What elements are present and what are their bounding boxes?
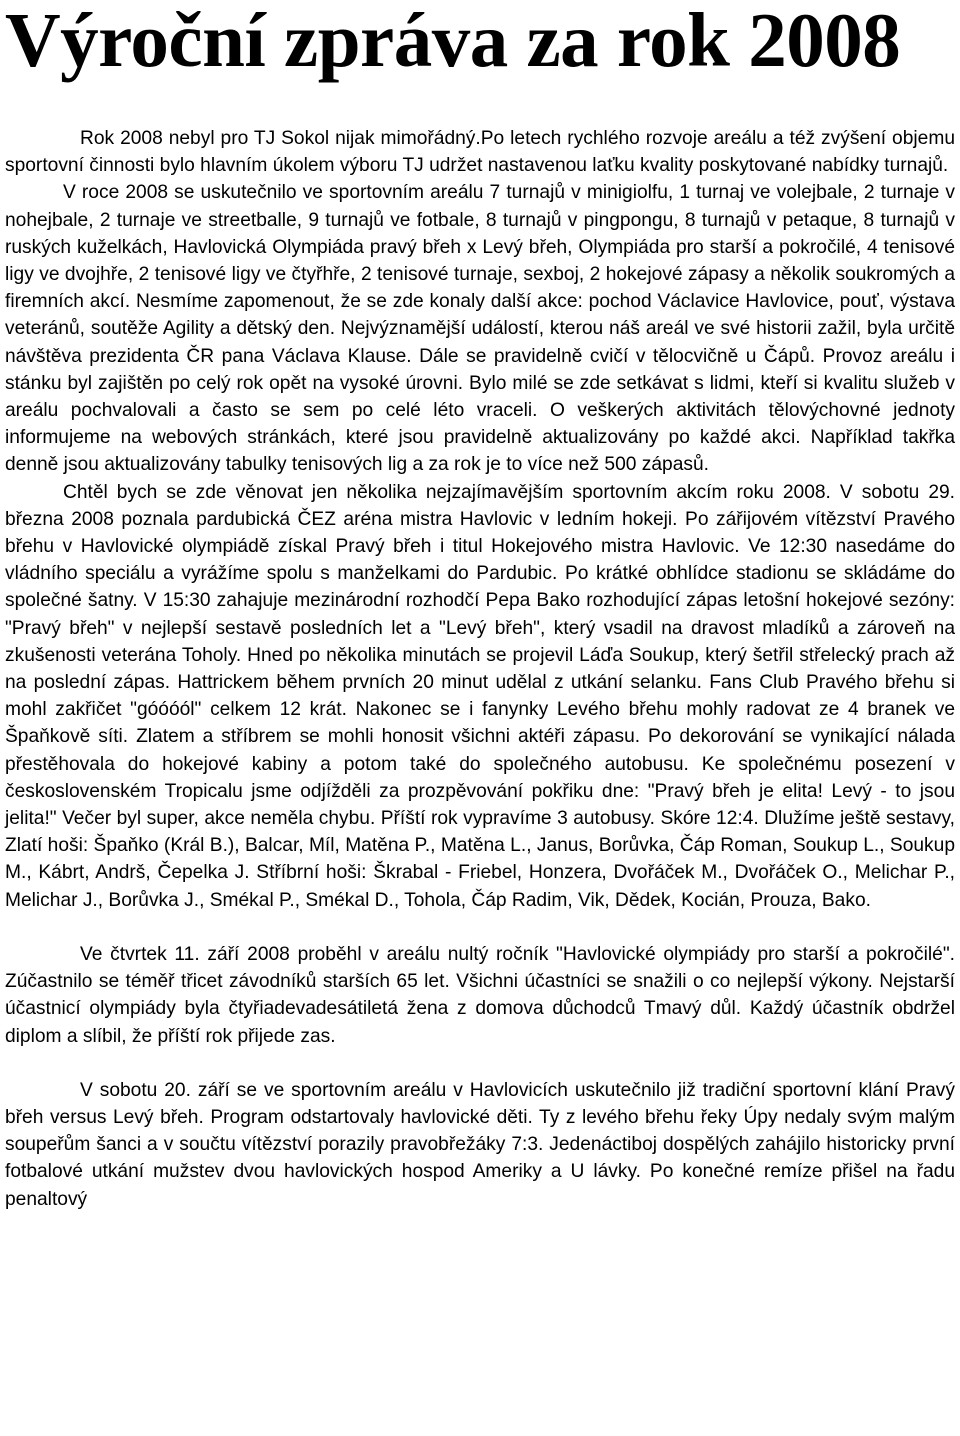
paragraph-intro: Rok 2008 nebyl pro TJ Sokol nijak mimořádný.Po letech rychlého rozvoje areálu a též zvýšení objemu sportovní činnosti bylo hlavním úkolem výboru TJ udržet nastavenou laťku kvality poskytované nabídky turnajů. (5, 128, 955, 177)
paragraph-senior-olympiad: Ve čtvrtek 11. září 2008 proběhl v areálu nultý ročník "Havlovické olympiády pro starší a pokročilé". Zúčastnilo se téměř třicet závodníků starších 65 let. Všichni účastníci se snažili o co nejlepší výkony. Nejstarší účastnicí olympiády byla čtyřiadevadesátiletá žena z domova důchodců Tmavý důl. Každý účastník obdržel diplom a slíbil, že příští rok přijede zas. (5, 943, 955, 1047)
paragraph-events-2008: V roce 2008 se uskutečnilo ve sportovním areálu 7 turnajů v minigiolfu, 1 turnaj ve volejbale, 2 turnaje v nohejbale, 2 turnaje ve streetballe, 9 turnajů ve fotbale, 8 turnajů v pingpongu, 8 turnajů v petaque, 8 turnajů v ruských kuželkách, Havlovická Olympiáda pravý břeh x Levý břeh, Olympiáda pro starší a pokročilé, 4 tenisové ligy ve dvojhře, 2 tenisové ligy ve čtyřhře, 2 tenisové turnaje, sexboj, 2 hokejové zápasy a několik soukromých a firemních akcí. Nesmíme zapomenout, že se zde konaly další akce: pochod Václavice Havlovice, pouť, výstava veteránů, soutěže Agility a dětský den. Nejvýznamější událostí, kterou náš areál ve své historii zažil, byla určitě návštěva prezidenta ČR pana Václava Klause. Dále se pravidelně cvičí v tělocvičně u Čápů. Provoz areálu i stánku byl zajištěn po celý rok opět na vysoké úrovni. Bylo milé se zde setkávat s lidmi, kteří si kvalitu služeb v areálu pochvalovali a často se sem po celé léto vraceli. O veškerých aktivitách tělovýchovné jednoty informujeme na webových stránkách, které jsou pravidelně aktualizovány po každé akci. Například takřka denně jsou aktualizovány tabulky tenisových lig a za rok je to více než 500 zápasů. (5, 182, 955, 476)
paragraph-river-banks-contest: V sobotu 20. září se ve sportovním areálu v Havlovicích uskutečnilo již tradiční sportovní klání Pravý břeh versus Levý břeh. Program odstartovaly havlovické děti. Ty z levého břehu řeky Úpy nedaly svým malým soupeřům šanci a v součtu vítězství porazily pravobřežáky 7:3. Jedenáctiboj dospělých zahájilo historicky první fotbalové utkání mužstev dvou havlovických hospod Ameriky a U lávky. Po konečné remíze přišel na řadu penaltový (5, 1079, 955, 1210)
paragraph-hockey-match: Chtěl bych se zde věnovat jen několika nejzajímavějším sportovním akcím roku 2008. V sobotu 29. března 2008 poznala pardubická ČEZ aréna mistra Havlovic v ledním hokeji. Po zářijovém vítězství Pravého břehu v Havlovické olympiádě získal Pravý břeh i titul Hokejového mistra Havlovic. Ve 12:30 nasedáme do vládního speciálu a vyrážíme spolu s manželkami do Pardubic. Po krátké obhlídce stadionu se skládáme do společné šatny. V 15:30 zahajuje mezinárodní rozhodčí Pepa Bako rozhodující zápas letošní hokejové sezóny: "Pravý břeh" v nejlepší sestavě posledních let a "Levý břeh", který vsadil na dravost mladíků a zároveň na zkušenosti veterána Toholy. Hned po několika minutách se projevil Láďa Soukup, který šetřil střelecký prach až na poslední zápas. Hattrickem během prvních 20 minut udělal z utkání selanku. Fans Club Pravého břehu si mohl zakřičet "góóóól" celkem 12 krát. Nakonec se i fanynky Levého břehu mohly radovat ze 4 branek ve Špaňkově síti. Zlatem a stříbrem se mohli honosit všichni aktéři zápasu. Po dekorování se vynikající nálada přestěhovala do hokejové kabiny a potom také do společného autobusu. Ke společnému posezení v československém Tropicalu jsme odjížděli za prozpěvování pokřiku dne: "Pravý břeh je elita! Levý - to jsou jelita!" Večer byl super, akce neměla chybu. Příští rok vypravíme 3 autobusy. Skóre 12:4. Dlužíme ještě sestavy, Zlatí hoši: Špaňko (Král B.), Balcar, Míl, Matěna P., Matěna L., Janus, Borůvka, Čáp Roman, Soukup L., Soukup M., Kábrt, Andrš, Čepelka J. Stříbrní hoši: Škrabal - Friebel, Honzera, Dvořáček M., Dvořáček O., Melichar P., Melichar J., Borůvka J., Smékal P., Smékal D., Tohola, Čáp Radim, Vik, Dědek, Kocián, Prouza, Bako. (5, 481, 955, 911)
document-title: Výroční zpráva za rok 2008 (5, 0, 901, 83)
document-page (5, 0, 955, 1213)
